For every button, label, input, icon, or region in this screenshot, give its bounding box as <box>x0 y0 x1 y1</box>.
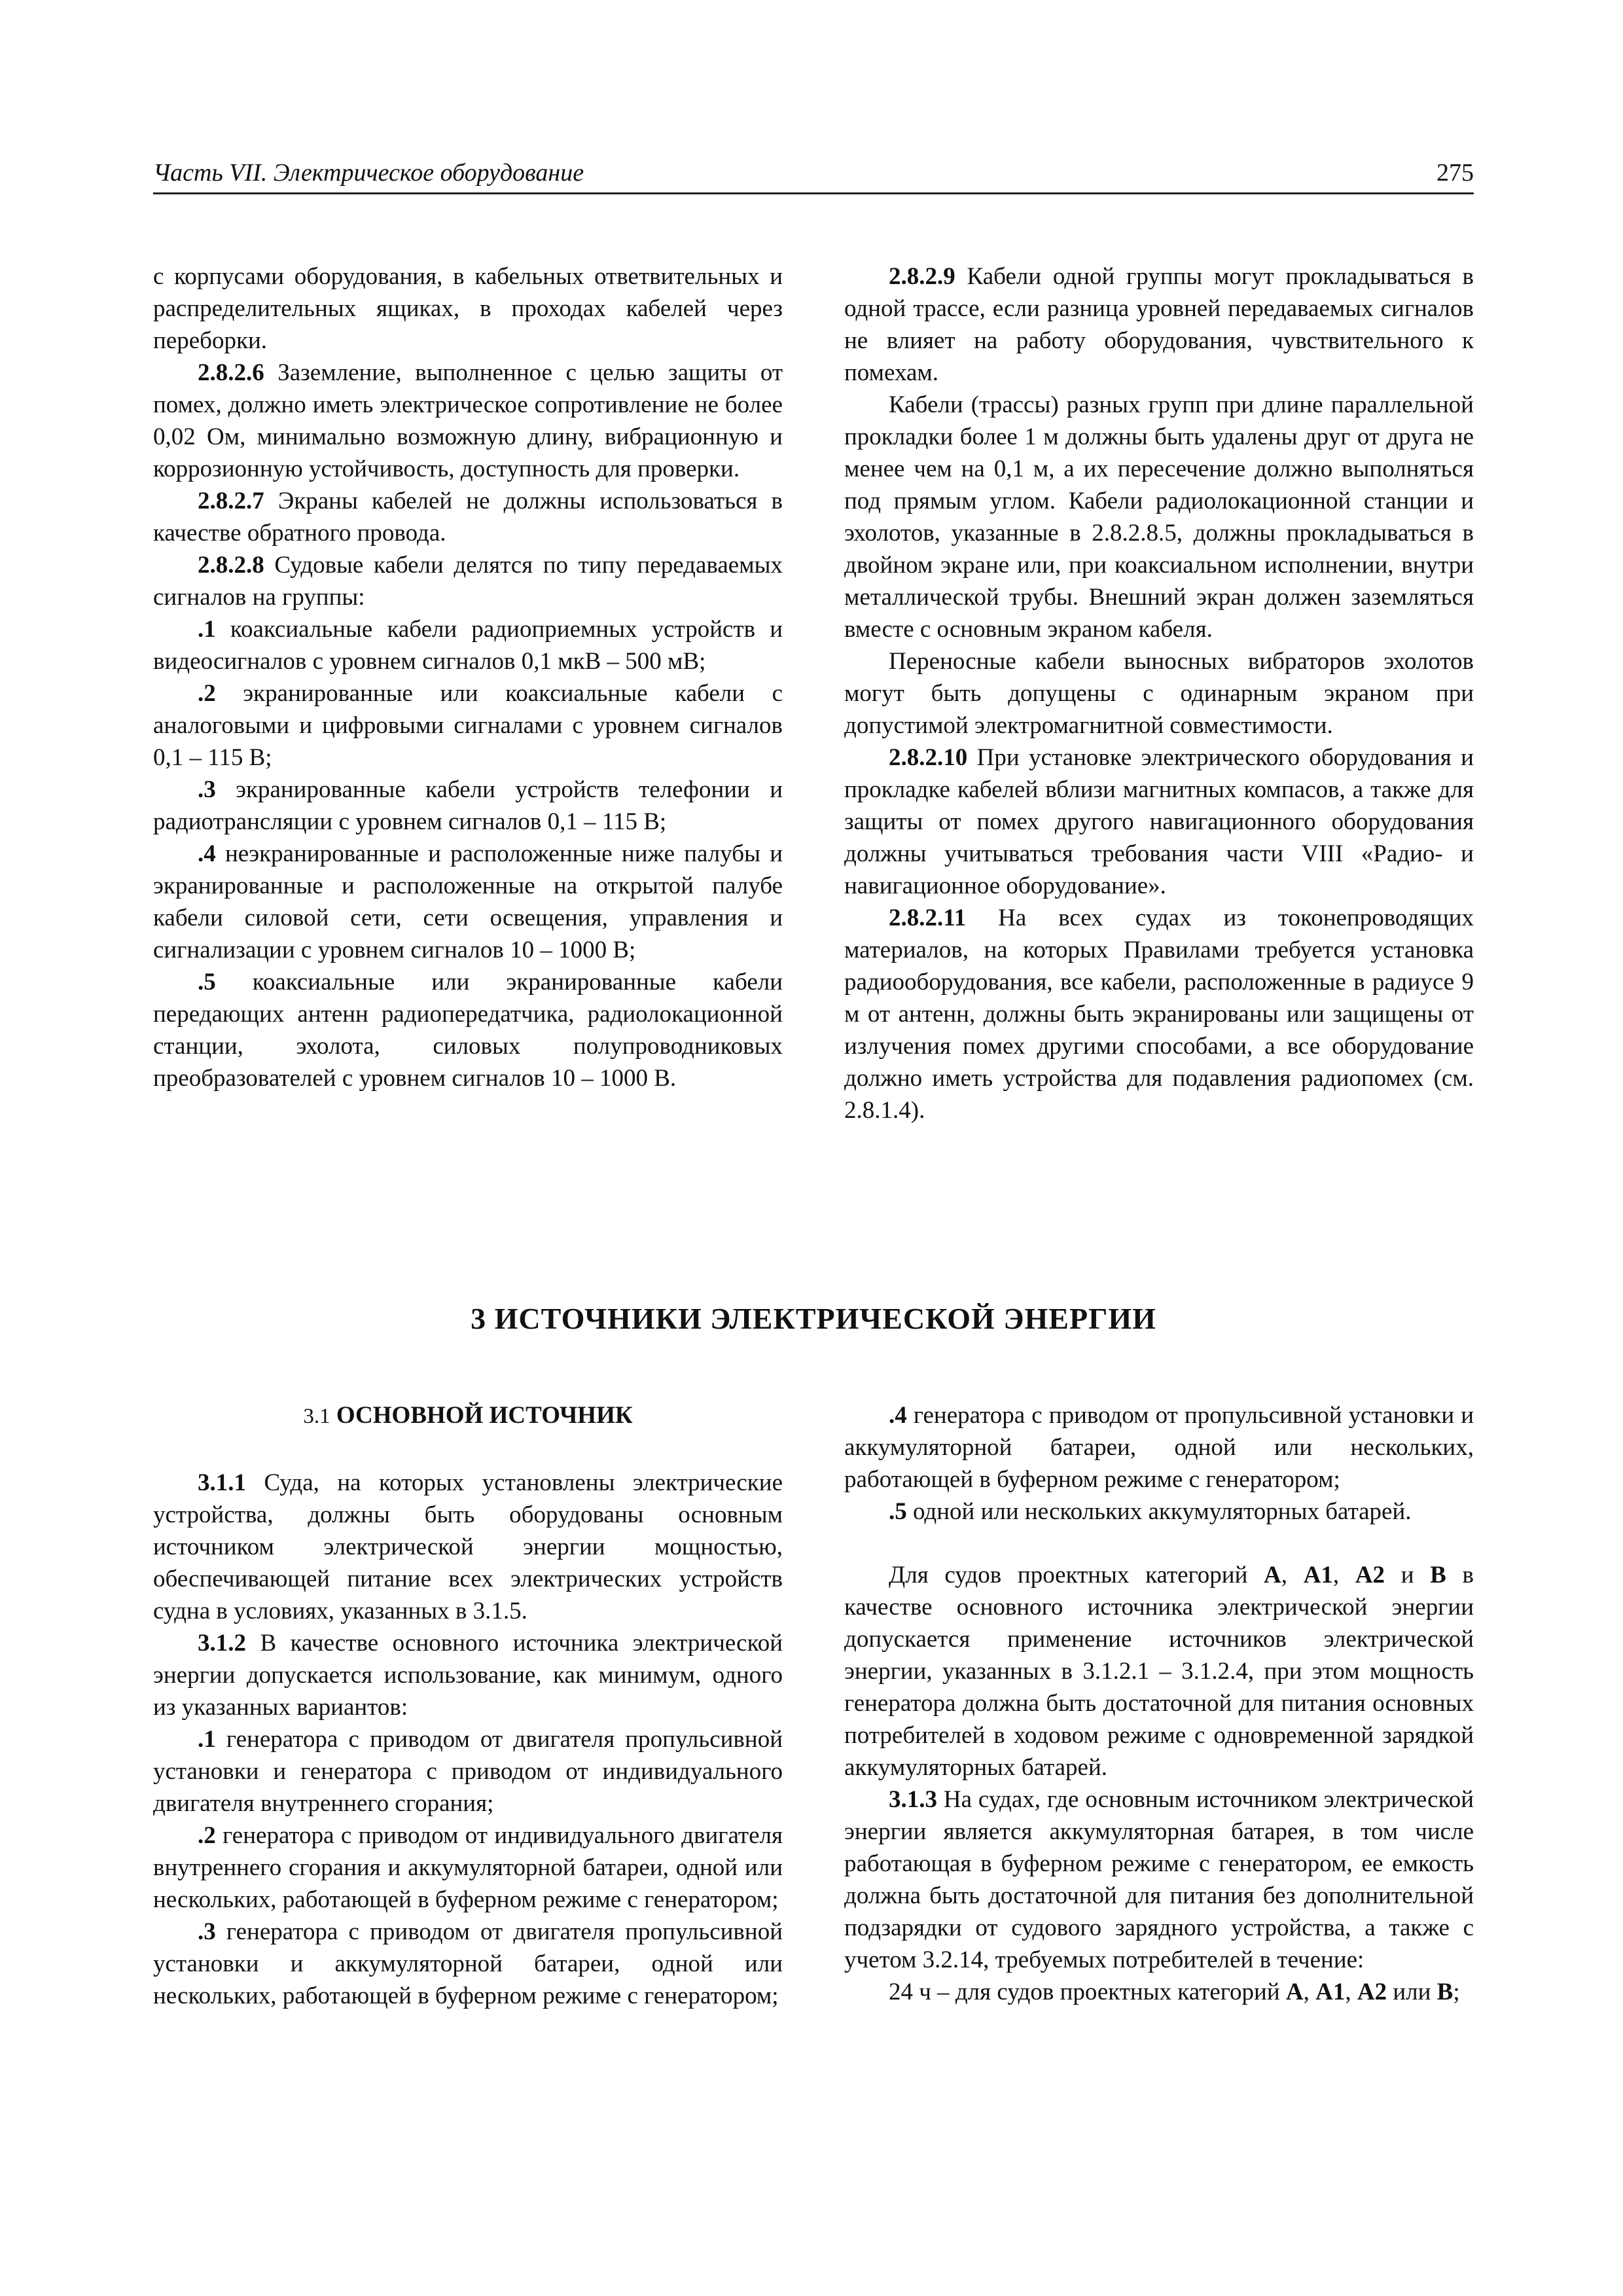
clause-text: В качестве основного источника электрической энергии допускается использование, как минимум, одного из указанных вариантов: <box>153 1630 783 1721</box>
item-number: .2 <box>198 1822 216 1849</box>
text-run: ; <box>1453 1979 1460 2005</box>
item-number: .3 <box>198 776 216 803</box>
text-run: , <box>1345 1979 1357 2005</box>
paragraph-3-1-1 <box>153 1467 783 1627</box>
clause-text: На всех судах из токонепроводящих материалов, на которых Правилами требуется установка радиооборудования, все кабели, расположенные в радиусе 9 м от антенн, должны быть экранированы или защищены от излучения помех другими способами, а все оборудование должно иметь устройства для подавления радиопомех (см. 2.8.1.4). <box>844 905 1474 1124</box>
item-text: неэкранированные и расположенные ниже палубы и экранированные и расположенные на открытой палубе кабели силовой сети, сети освещения, управления и сигнализации с уровнем сигналов 10 – 1000 В; <box>153 840 783 963</box>
item-text: генератора с приводом от индивидуального двигателя внутреннего сгорания и аккумуляторной батареи, одной или нескольких, работающей в буферном режиме с генератором; <box>153 1822 783 1913</box>
paragraph-categories <box>844 1559 1474 1784</box>
paragraph-3-1-3 <box>844 1784 1474 1976</box>
text-run: , <box>1303 1979 1316 2005</box>
item-number: .2 <box>198 680 216 707</box>
running-header <box>153 158 1474 194</box>
clause-text: Судовые кабели делятся по типу передаваемых сигналов на группы: <box>153 552 783 611</box>
subsection-heading <box>153 1399 783 1433</box>
list-item <box>153 1916 783 2012</box>
paragraph: с корпусами оборудования, в кабельных ответвительных и распределительных ящиках, в проходах кабелей через переборки. <box>153 263 783 354</box>
subsection-title: ОСНОВНОЙ ИСТОЧНИК <box>336 1402 633 1429</box>
list-item <box>153 838 783 966</box>
left-column-bottom <box>153 1399 783 2012</box>
clause-number: 2.8.2.11 <box>889 905 967 931</box>
item-text: экранированные кабели устройств телефонии и радиотрансляции с уровнем сигналов 0,1 – 115 В; <box>153 776 783 835</box>
text-run: 24 ч – для судов проектных категорий <box>889 1979 1286 2005</box>
paragraph-24h <box>844 1976 1474 2008</box>
text-run: , <box>1281 1562 1304 1588</box>
clause-number: 2.8.2.6 <box>198 359 264 386</box>
category-a2: А2 <box>1355 1562 1385 1588</box>
item-number: .3 <box>198 1918 216 1945</box>
list-item <box>844 1496 1474 1528</box>
clause-number: 2.8.2.7 <box>198 488 264 514</box>
category-a2: А2 <box>1357 1979 1387 2005</box>
category-b: В <box>1430 1562 1446 1588</box>
list-item <box>153 966 783 1094</box>
paragraph-2-8-2-8 <box>153 549 783 613</box>
category-a1: А1 <box>1315 1979 1346 2005</box>
item-number: .1 <box>198 616 216 643</box>
list-item <box>153 1723 783 1820</box>
item-text: коаксиальные кабели радиоприемных устройств и видеосигналов с уровнем сигналов 0,1 мкВ – 500 мВ; <box>153 616 783 675</box>
item-number: .5 <box>198 969 216 996</box>
category-a: А <box>1285 1979 1304 2005</box>
section-heading: 3 ИСТОЧНИКИ ЭЛЕКТРИЧЕСКОЙ ЭНЕРГИИ <box>471 1302 1156 1335</box>
page-number: 275 <box>1436 159 1474 187</box>
item-text: коаксиальные или экранированные кабели передающих антенн радиопередатчика, радиолокационной станции, эхолота, силовых полупроводниковых преобразователей с уровнем сигналов 10 – 1000 В. <box>153 969 783 1092</box>
text-run: и <box>1385 1562 1431 1588</box>
clause-text: Экраны кабелей не должны использоваться в качестве обратного провода. <box>153 488 783 547</box>
clause-text: При установке электрического оборудования и прокладке кабелей вблизи магнитных компасов, а также для защиты от помех другого навигационного оборудования должны учитываться требования части VIII «Радио- и навигационное оборудование». <box>844 744 1474 899</box>
item-number: .4 <box>198 840 216 867</box>
left-column-top <box>153 260 783 1094</box>
category-a1: А1 <box>1303 1562 1333 1588</box>
list-item <box>153 613 783 677</box>
paragraph-3-1-2 <box>153 1627 783 1723</box>
text-run: , <box>1332 1562 1355 1588</box>
running-header-title: Часть VII. Электрическое оборудование <box>153 159 584 187</box>
clause-number: 3.1.3 <box>889 1786 937 1813</box>
paragraph-2-8-2-10 <box>844 742 1474 902</box>
category-b: В <box>1436 1979 1454 2005</box>
clause-text: Кабели одной группы могут прокладываться в одной трассе, если разница уровней передаваемых сигналов не влияет на работу оборудования, чувствительного к помехам. <box>844 263 1474 386</box>
item-number: .1 <box>198 1726 216 1753</box>
subsection-number: 3.1 <box>303 1405 330 1428</box>
paragraph-2-8-2-11 <box>844 902 1474 1126</box>
right-column-bottom <box>844 1399 1474 2008</box>
clause-text: Суда, на которых установлены электрические устройства, должны быть оборудованы основным источником электрической энергии мощностью, обеспечивающей питание всех электрических устройств судна в условиях, указанных в 3.1.5. <box>153 1469 783 1624</box>
text-run: в качестве основного источника электрической энергии допускается применение источников электрической энергии, указанных в 3.1.2.1 – 3.1.2.4, при этом мощность генератора должна быть достаточной для питания основных потребителей в ходовом режиме с одновременной зарядкой аккумуляторных батарей. <box>844 1562 1474 1781</box>
clause-number: 2.8.2.10 <box>889 744 968 771</box>
list-item <box>844 1399 1474 1496</box>
paragraph: Переносные кабели выносных вибраторов эхолотов могут быть допущены с одинарным экраном при допустимой электромагнитной совместимости. <box>844 648 1474 739</box>
paragraph-2-8-2-7 <box>153 485 783 549</box>
item-text: генератора с приводом от двигателя пропульсивной установки и генератора с приводом от индивидуального двигателя внутреннего сгорания; <box>153 1726 783 1817</box>
category-a: А <box>1264 1562 1281 1588</box>
item-number: .5 <box>889 1498 907 1525</box>
item-text: одной или нескольких аккумуляторных батарей. <box>906 1498 1412 1525</box>
list-item <box>153 774 783 838</box>
paragraph-2-8-2-9 <box>844 260 1474 389</box>
clause-number: 3.1.1 <box>198 1469 246 1496</box>
clause-text: На судах, где основным источником электрической энергии является аккумуляторная батарея, в том числе работающая в буферном режиме с генератором, ее емкость должна быть достаточной для питания без дополнительной подзарядки от судового зарядного устройства, а также с учетом 3.2.14, требуемых потребителей в течение: <box>844 1786 1474 1973</box>
text-run: или <box>1387 1979 1437 2005</box>
right-column-top <box>844 260 1474 1126</box>
clause-text: Заземление, выполненное с целью защиты от помех, должно иметь электрическое сопротивление не более 0,02 Ом, минимально возможную длину, вибрационную и коррозионную устойчивость, доступность для проверки. <box>153 359 783 482</box>
item-number: .4 <box>889 1402 907 1429</box>
paragraph: Кабели (трассы) разных групп при длине параллельной прокладки более 1 м должны быть удалены друг от друга не менее чем на 0,1 м, а их пересечение должно выполняться под прямым углом. Кабели радиолокационной станции и эхолотов, указанные в 2.8.2.8.5, должны прокладываться в двойном экране или, при коаксиальном исполнении, внутри металлической трубы. Внешний экран должен заземляться вместе с основным экраном кабеля. <box>844 391 1474 643</box>
text-run: Для судов проектных категорий <box>889 1562 1264 1588</box>
clause-number: 3.1.2 <box>198 1630 246 1657</box>
item-text: экранированные или коаксиальные кабели с аналоговыми и цифровыми сигналами с уровнем сигналов 0,1 – 115 В; <box>153 680 783 771</box>
paragraph-2-8-2-6 <box>153 357 783 485</box>
clause-number: 2.8.2.8 <box>198 552 264 579</box>
list-item <box>153 1820 783 1916</box>
item-text: генератора с приводом от двигателя пропульсивной установки и аккумуляторной батареи, одной или нескольких, работающей в буферном режиме с генератором; <box>153 1918 783 2009</box>
item-text: генератора с приводом от пропульсивной установки и аккумуляторной батареи, одной или нескольких, работающей в буферном режиме с генератором; <box>844 1402 1474 1493</box>
list-item <box>153 677 783 774</box>
clause-number: 2.8.2.9 <box>889 263 955 290</box>
